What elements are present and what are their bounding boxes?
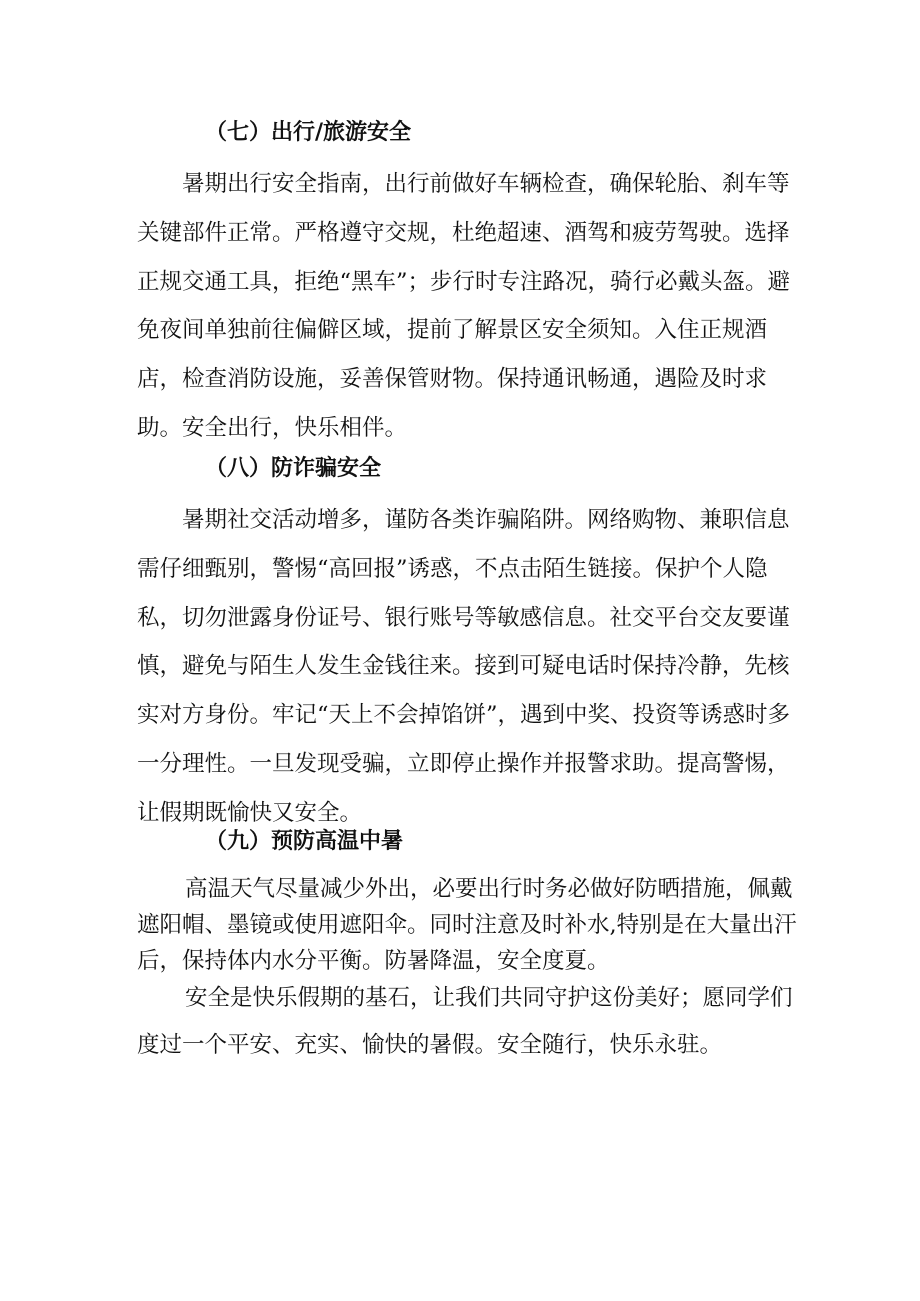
section-body-anti-fraud: 暑期社交活动增多，谨防各类诈骗陷阱。网络购物、兼职信息需仔细甄别，警惕“高回报”诱惑，不点击陌生链接。保护个人隐私，切勿泄露身份证号、银行账号等敏感信息。社交平台交友要谨慎，避免与陌生人发生金钱往来。接到可疑电话时保持冷静，先核实对方身份。牢记“天上不会掉馅饼”，遇到中奖、投资等诱惑时多一分理性。一旦发现受骗，立即停止操作并报警求助。提高警惕，让假期既愉快又安全。 <box>137 507 791 826</box>
section-heading-travel-safety: （七）出行/旅游安全 <box>205 120 412 145</box>
section-heading-anti-fraud: （八）防诈骗安全 <box>205 456 382 481</box>
section-body-heatstroke-prevention: 高温天气尽量减少外出，必要出行时务必做好防晒措施，佩戴遮阳帽、墨镜或使用遮阳伞。同时注意及时补水,特别是在大量出汗后，保持体内水分平衡。防暑降温，安全度夏。 <box>137 876 797 974</box>
section-body-travel-safety: 暑期出行安全指南，出行前做好车辆检查，确保轮胎、刹车等关键部件正常。严格遵守交规，杜绝超速、酒驾和疲劳驾驶。选择正规交通工具，拒绝“黑车”；步行时专注路况，骑行必戴头盔。避免夜间单独前往偏僻区域，提前了解景区安全须知。入住正规酒店，检查消防设施，妥善保管财物。保持通讯畅通，遇险及时求助。安全出行，快乐相伴。 <box>137 171 791 441</box>
closing-paragraph: 安全是快乐假期的基石，让我们共同守护这份美好；愿同学们度过一个平安、充实、愉快的暑假。安全随行，快乐永驻。 <box>137 985 793 1058</box>
section-heading-heatstroke-prevention: （九）预防高温中暑 <box>205 829 404 854</box>
